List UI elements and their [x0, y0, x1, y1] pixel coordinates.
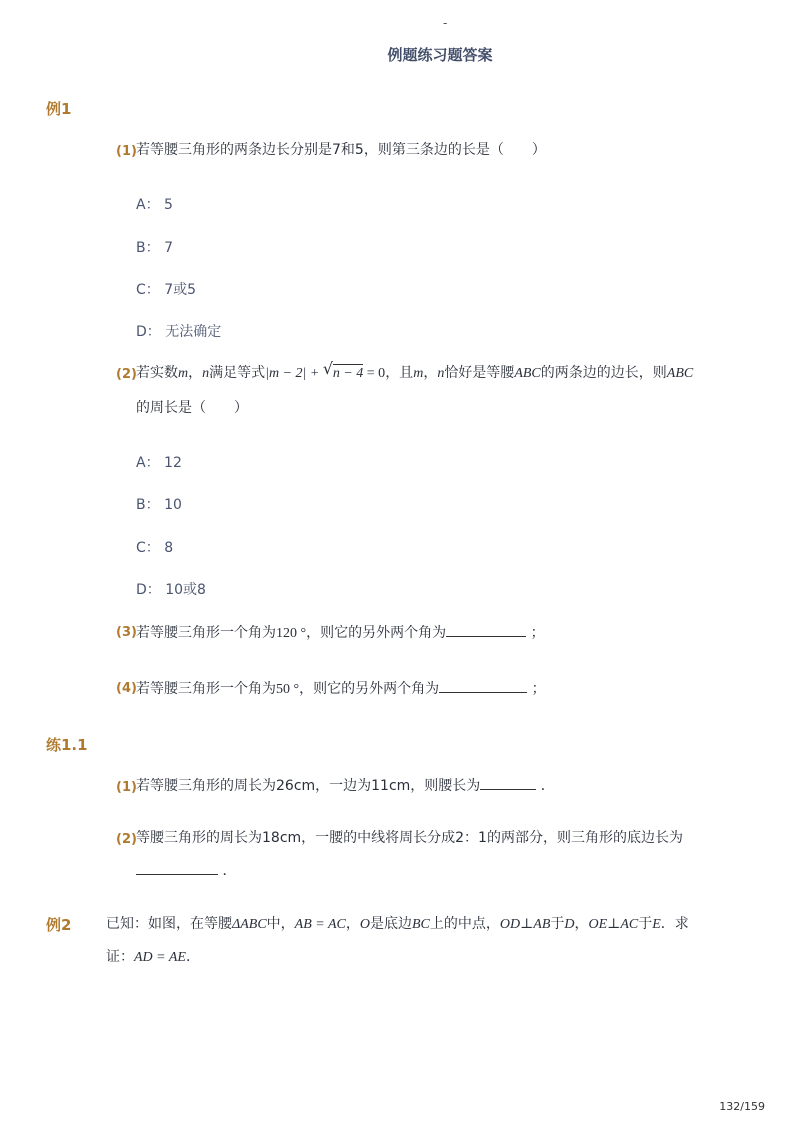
question-text-cont: ．	[136, 859, 236, 883]
answer-blank[interactable]	[439, 678, 527, 693]
question-number: (2)	[116, 832, 137, 847]
answer-blank[interactable]	[480, 775, 536, 790]
section-label-ex2: 例2	[46, 916, 72, 934]
option-d: D： 10或8	[136, 582, 206, 598]
question-number: (2)	[116, 367, 137, 382]
question-text-cont: 的周长是（ ）	[136, 400, 248, 416]
question-text: 若等腰三角形一个角为50 °，则它的另外两个角为 ；	[136, 677, 546, 702]
option-c: C： 8	[136, 540, 174, 556]
question-text: 等腰三角形的周长为18cm，一腰的中线将周长分成2：1的两部分，则三角形的底边长为	[136, 830, 683, 846]
option-d: D： 无法确定	[136, 324, 222, 340]
problem-statement: 已知：如图，在等腰ΔABC中，AB = AC，O是底边BC上的中点，OD⊥AB于D，OE⊥AC于E．求	[106, 916, 689, 932]
option-a: A： 5	[136, 197, 173, 213]
question-text: 若实数m，n满足等式|m − 2| + √ n − 4 = 0，且m，n恰好是等腰ABC的两条边的边长，则ABC	[136, 361, 736, 386]
question-number: (1)	[116, 780, 137, 795]
header-dash: -	[443, 16, 448, 30]
page-number: 132/159	[719, 1100, 765, 1113]
option-b: B： 10	[136, 497, 182, 513]
option-c: C： 7或5	[136, 282, 197, 298]
question-text: 若等腰三角形的周长为26cm，一边为11cm，则腰长为 ．	[136, 774, 555, 798]
answer-blank[interactable]	[446, 622, 526, 637]
option-a: A： 12	[136, 455, 182, 471]
question-text: 若等腰三角形一个角为120 °，则它的另外两个角为 ；	[136, 621, 545, 646]
question-number: (4)	[116, 681, 137, 696]
question-text: 若等腰三角形的两条边长分别是7和5，则第三条边的长是（ ）	[136, 142, 546, 158]
sqrt-expression: √ n − 4	[322, 359, 364, 381]
option-b: B： 7	[136, 240, 173, 256]
question-number: (1)	[116, 144, 137, 159]
page-title: 例题练习题答案	[387, 46, 493, 64]
answer-blank[interactable]	[136, 860, 218, 875]
section-label-pr11: 练1.1	[46, 736, 88, 754]
question-number: (3)	[116, 625, 137, 640]
problem-statement-cont: 证：AD = AE．	[106, 949, 200, 965]
section-label-ex1: 例1	[46, 100, 72, 118]
